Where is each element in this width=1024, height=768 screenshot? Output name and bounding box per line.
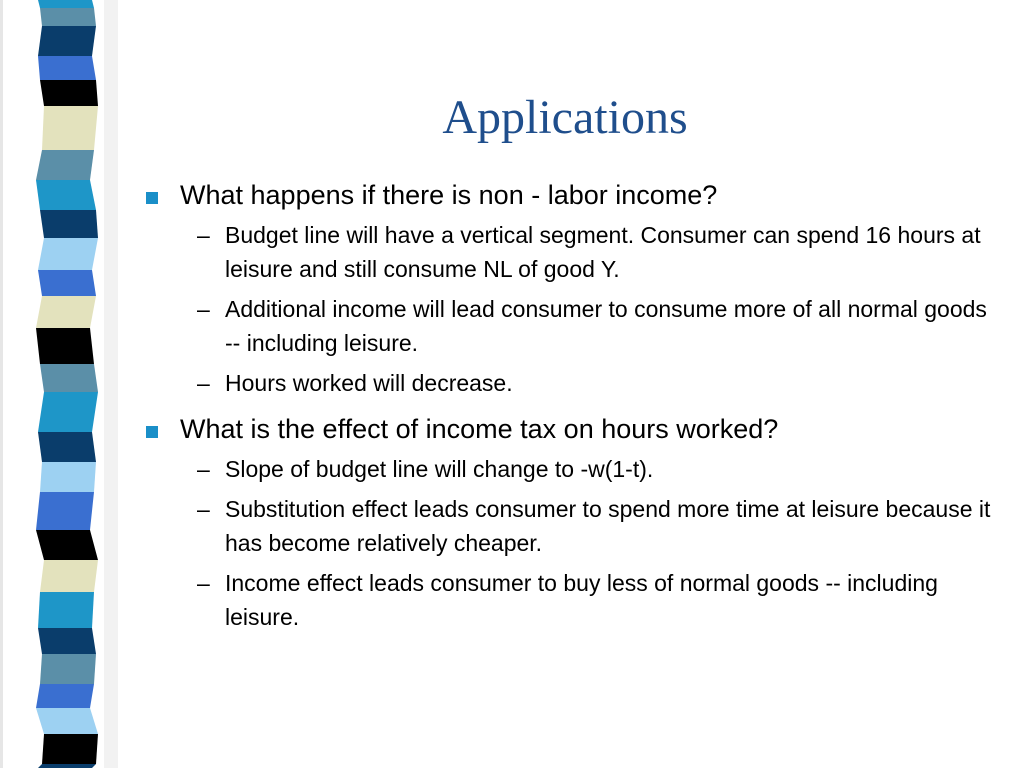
stripe-band bbox=[40, 80, 98, 106]
dash-bullet-icon: – bbox=[197, 296, 210, 322]
square-bullet-icon bbox=[146, 426, 158, 438]
stripe-band bbox=[40, 364, 98, 392]
stripe-band bbox=[38, 270, 96, 296]
stripe-band bbox=[36, 328, 94, 364]
border-rule bbox=[0, 0, 3, 768]
dash-bullet-icon: – bbox=[197, 496, 210, 522]
stripe-band bbox=[38, 764, 96, 768]
stripe-band bbox=[36, 530, 98, 560]
stripe-band bbox=[38, 628, 96, 654]
dash-bullet-icon: – bbox=[197, 370, 210, 396]
bullet-item bbox=[140, 176, 1000, 214]
sub-bullet-text: Income effect leads consumer to buy less of normal goods -- including leisure. bbox=[225, 570, 938, 630]
sub-bullet-item bbox=[140, 366, 1000, 400]
stripe-shadow bbox=[104, 0, 118, 768]
slide-content bbox=[140, 170, 1000, 634]
stripe-band bbox=[38, 56, 96, 80]
stripe-band bbox=[36, 180, 96, 210]
slide-title: Applications bbox=[442, 91, 688, 144]
stripe-band bbox=[40, 8, 96, 26]
stripe-band bbox=[42, 734, 98, 764]
dash-bullet-icon: – bbox=[197, 570, 210, 596]
stripe-band bbox=[38, 432, 96, 462]
stripe-band bbox=[36, 708, 98, 734]
bullet-item bbox=[140, 410, 1000, 448]
stripe-band bbox=[36, 150, 94, 180]
dash-bullet-icon: – bbox=[197, 222, 210, 248]
stripe-band bbox=[38, 26, 96, 56]
stripe-band bbox=[38, 392, 98, 432]
sub-bullet-text: Additional income will lead consumer to consume more of all normal goods -- including leisure. bbox=[225, 296, 987, 356]
sub-bullet-text: Substitution effect leads consumer to spend more time at leisure because it has become relatively cheaper. bbox=[225, 496, 991, 556]
stripe-band bbox=[40, 210, 98, 238]
stripe-band bbox=[36, 296, 96, 328]
sub-bullet-item bbox=[140, 292, 1000, 360]
square-bullet-icon bbox=[146, 192, 158, 204]
sub-bullet-item bbox=[140, 218, 1000, 286]
bullet-text: What is the effect of income tax on hours worked? bbox=[180, 414, 779, 444]
stripe-band bbox=[40, 654, 96, 684]
sub-bullet-text: Hours worked will decrease. bbox=[225, 370, 513, 396]
stripe-band bbox=[38, 238, 98, 270]
sub-bullet-item bbox=[140, 566, 1000, 634]
sub-bullet-item bbox=[140, 492, 1000, 560]
sub-bullet-text: Budget line will have a vertical segment. Consumer can spend 16 hours at leisure and still consume NL of good Y. bbox=[225, 222, 981, 282]
stripe-band bbox=[42, 106, 98, 150]
stripe-band bbox=[36, 492, 94, 530]
decorative-stripe-border bbox=[0, 0, 118, 768]
bullet-text: What happens if there is non - labor income? bbox=[180, 180, 718, 210]
sub-bullet-item bbox=[140, 452, 1000, 486]
stripe-band bbox=[40, 462, 96, 492]
stripe-band bbox=[38, 0, 94, 8]
stripe-band bbox=[40, 560, 98, 592]
stripe-band bbox=[36, 684, 94, 708]
stripe-band bbox=[38, 592, 94, 628]
dash-bullet-icon: – bbox=[197, 456, 210, 482]
sub-bullet-text: Slope of budget line will change to -w(1-t). bbox=[225, 456, 654, 482]
